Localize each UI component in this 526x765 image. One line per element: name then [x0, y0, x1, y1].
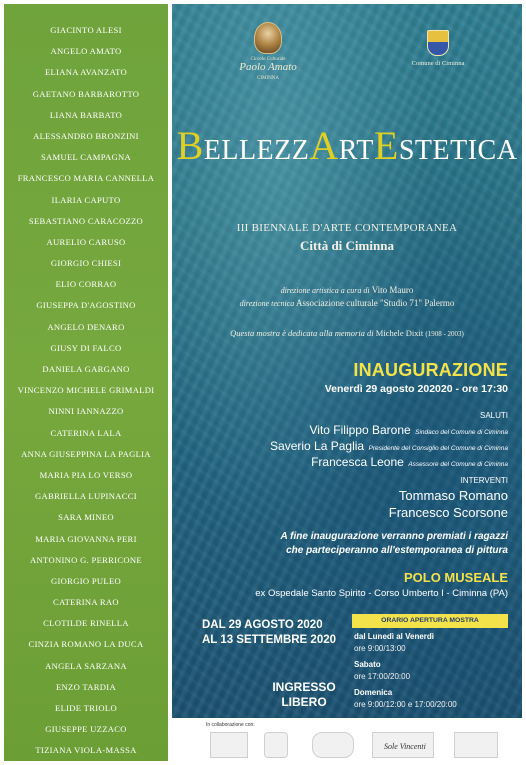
- artist-name: ELIANA AVANZATO: [44, 67, 128, 78]
- artist-name: CATERINA LALA: [50, 427, 122, 438]
- sponsor-logo: [264, 732, 288, 758]
- sponsor-strip: [172, 718, 522, 761]
- association-logo: [312, 732, 354, 758]
- artist-name: GIACINTO ALESI: [50, 25, 122, 35]
- artist-name: GIUSEPPA D'AGOSTINO: [36, 300, 136, 311]
- artist-name: CATERINA RAO: [53, 597, 119, 608]
- portrait-icon: [254, 22, 282, 54]
- hours-day: Domenica: [354, 688, 393, 697]
- award-note-line-2: che parteciperanno all'estemporanea di pittura: [286, 545, 508, 556]
- free-entry: [264, 680, 344, 710]
- date-to: AL 13 SETTEMBRE 2020: [202, 634, 337, 646]
- date-from: DAL 29 AGOSTO 2020: [202, 619, 323, 631]
- intervento-speaker: Francesco Scorsone: [388, 505, 508, 520]
- dedication-text: Questa mostra è dedicata alla memoria di: [230, 328, 374, 338]
- inauguration-title: INAUGURAZIONE: [353, 360, 508, 380]
- inauguration-date: Venerdì 29 agosto 202020 - ore 17:30: [324, 383, 508, 395]
- city-title: Città di Ciminna: [300, 238, 394, 253]
- main-panel: [172, 4, 522, 761]
- gallery-name: Sole Vincenti: [384, 742, 426, 751]
- artist-name: MARIA GIOVANNA PERI: [35, 533, 137, 544]
- artist-name: ANGELA SARZANA: [45, 660, 127, 671]
- artist-name: ALESSANDRO BRONZINI: [33, 130, 139, 141]
- title-part-2: RT: [338, 135, 374, 166]
- artist-name: ANTONINO G. PERRICONE: [30, 554, 142, 565]
- artist-name: VINCENZO MICHELE GRIMALDI: [17, 385, 155, 396]
- credits: [172, 284, 522, 310]
- speaker-name: Saverio La Paglia: [270, 439, 365, 453]
- dedication-name: Michele Dixit: [375, 328, 424, 338]
- artist-name: SAMUEL CAMPAGNA: [40, 152, 132, 163]
- interventi-label: INTERVENTI: [460, 476, 508, 485]
- artistic-name: Vito Mauro: [371, 285, 414, 295]
- award-note: [188, 530, 508, 558]
- entry-line-1: INGRESSO: [272, 680, 336, 694]
- entry-line-2: LIBERO: [281, 695, 327, 709]
- title-cap-b: B: [176, 123, 204, 168]
- artist-name: GIUSEPPE UZZACO: [45, 724, 127, 735]
- biennale-subtitle: III BIENNALE D'ARTE CONTEMPORANEA: [236, 222, 458, 234]
- artist-name: GIORGIO PULEO: [50, 575, 122, 586]
- award-note-line-1: A fine inaugurazione verranno premiati i ragazzi: [280, 531, 508, 542]
- studio71-logo: [210, 732, 248, 758]
- speaker-name: Vito Filippo Barone: [309, 423, 411, 437]
- sponsor-logo: [454, 732, 498, 758]
- artist-name: ANGELO DENARO: [47, 321, 125, 332]
- artist-name: SARA MINEO: [58, 512, 114, 523]
- hours-time: ore 9:00/12:00 e 17:00/20:00: [354, 700, 457, 709]
- artist-name: AURELIO CARUSO: [46, 236, 126, 247]
- artist-name: GABRIELLA LUPINACCI: [35, 491, 137, 502]
- saluti-speaker: [311, 453, 508, 471]
- artist-name: GIORGIO CHIESI: [50, 258, 122, 269]
- speaker-role: Presidente del Consiglio del Comune di Ciminna: [368, 445, 508, 452]
- dedication-years: (1908 - 2003): [425, 330, 464, 338]
- logo-name: Paolo Amato: [239, 61, 297, 73]
- artist-sidebar: [4, 4, 168, 761]
- artist-name: NINNI IANNAZZO: [48, 406, 124, 417]
- artist-name: CINZIA ROMANO LA DUCA: [28, 639, 144, 650]
- hours-day: Sabato: [354, 660, 381, 669]
- hours-day: dal Lunedì al Venerdì: [354, 632, 435, 641]
- comune-label: Comune di Ciminna: [411, 60, 465, 67]
- exhibition-dates: [202, 618, 336, 648]
- dedication: [172, 328, 522, 338]
- artist-name: DANIELA GARGANO: [42, 364, 130, 374]
- artist-name: ANGELO AMATO: [50, 46, 122, 57]
- title-cap-a: A: [309, 123, 339, 168]
- speaker-role: Assessore del Comune di Ciminna: [408, 461, 508, 468]
- artist-name: ANNA GIUSEPPINA LA PAGLIA: [21, 448, 151, 459]
- artist-name: ELIO CORRAO: [55, 279, 117, 290]
- exhibition-title: [172, 122, 522, 169]
- circolo-culturale-logo: [218, 22, 318, 81]
- technical-name: Associazione culturale "Studio 71" Palermo: [296, 298, 455, 308]
- artist-name: MARIA PIA LO VERSO: [39, 469, 133, 480]
- artist-name: SEBASTIANO CARACOZZO: [28, 215, 144, 226]
- opening-hours-header: ORARIO APERTURA MOSTRA: [352, 614, 508, 628]
- artist-name: CLOTILDE RINELLA: [43, 618, 129, 629]
- venue-address: ex Ospedale Santo Spirito - Corso Umberto I - Ciminna (PA): [255, 588, 508, 599]
- venue-name: POLO MUSEALE: [403, 570, 508, 585]
- hours-time: ore 17:00/20:00: [354, 672, 411, 681]
- title-part-1: ELLEZZ: [203, 135, 310, 166]
- logo-place: CIMINNA: [257, 76, 279, 81]
- speaker-role: Sindaco del Comune di Ciminna: [415, 429, 508, 436]
- artist-name: LIANA BARBATO: [49, 109, 123, 120]
- saluti-label: SALUTI: [479, 411, 508, 420]
- artist-list: [4, 20, 168, 762]
- artist-name: ELIDE TRIOLO: [55, 703, 117, 713]
- title-part-3: STETICA: [398, 135, 518, 166]
- title-cap-e: E: [373, 123, 399, 168]
- artist-name: GIUSY DI FALCO: [50, 342, 122, 353]
- hours-time: ore 9:00/13:00: [354, 644, 406, 653]
- artist-name: ENZO TARDIA: [56, 681, 116, 692]
- collaboration-label: In collaborazione con:: [206, 722, 255, 728]
- artist-name: FRANCESCO MARIA CANNELLA: [17, 173, 155, 184]
- speaker-name: Francesca Leone: [311, 455, 404, 469]
- crest-icon: [427, 30, 449, 56]
- artist-name: GAETANO BARBAROTTO: [32, 88, 140, 99]
- artistic-label: direzione artistica a cura di: [280, 286, 370, 295]
- intervento-speaker: Tommaso Romano: [398, 488, 508, 503]
- logo-small-text: Circolo Culturale: [250, 57, 286, 62]
- comune-logo: [398, 30, 478, 67]
- artist-name: ILARIA CAPUTO: [51, 194, 121, 205]
- technical-label: direzione tecnica: [239, 299, 295, 308]
- artist-name: TIZIANA VIOLA-MASSA: [35, 745, 137, 756]
